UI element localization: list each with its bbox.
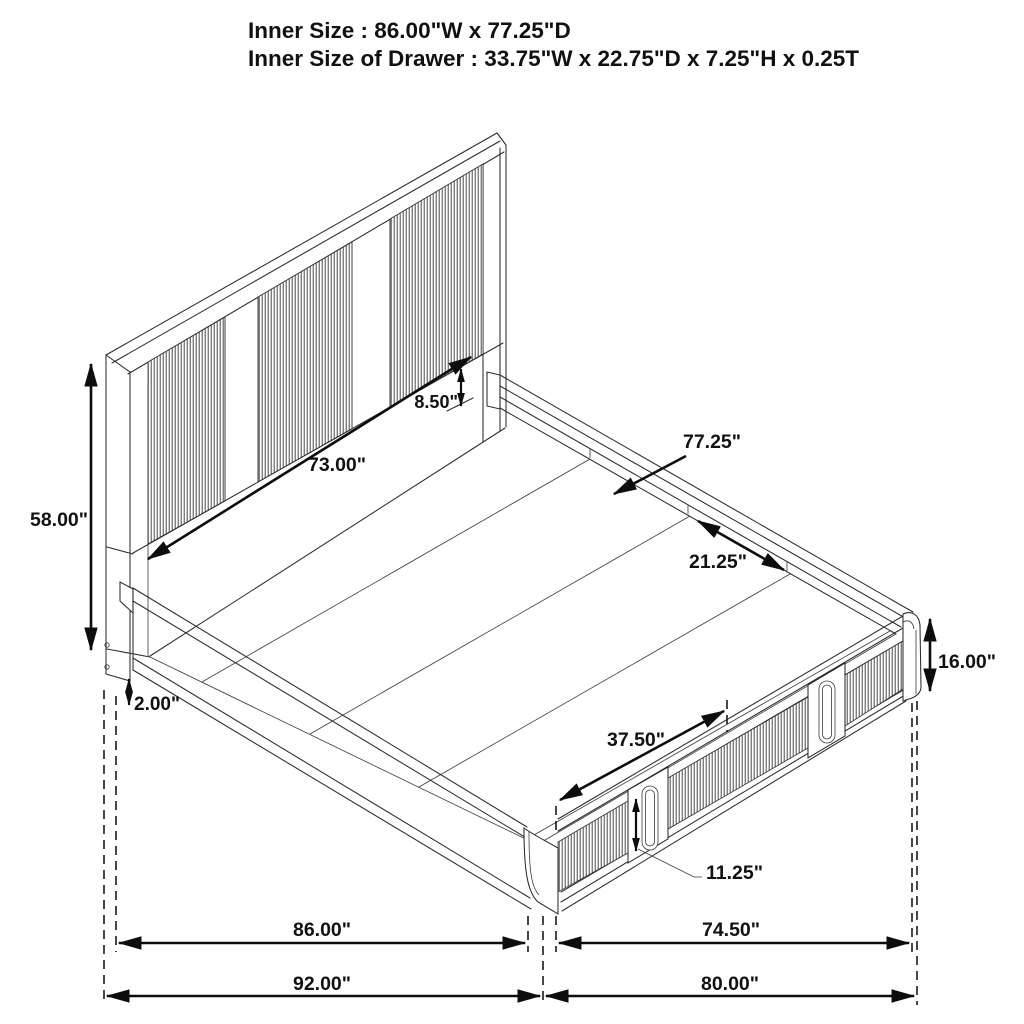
- left-rail-bottom-edge: [133, 658, 530, 898]
- dim-deck-board-depth: [689, 521, 784, 573]
- dim-label-deck-board-depth: 21.25": [688, 551, 748, 573]
- dim-label-base-clearance: 2.00": [134, 694, 180, 715]
- right-rail-mid-edge: [500, 386, 907, 619]
- dim-label-headboard-height: 58.00": [29, 509, 89, 531]
- dim-label-drawer-front-width: 37.50": [606, 729, 666, 751]
- dim-label-platform-height: 16.00": [937, 651, 997, 673]
- left-rail-top-round: [133, 601, 528, 839]
- dim-label-drawer-handle-height: 11.25": [706, 862, 763, 884]
- headboard-slat-panel-2: [258, 242, 352, 482]
- dim-base-clearance: [129, 679, 180, 715]
- dim-label-inner-width: 86.00": [292, 919, 352, 941]
- platform: [120, 372, 921, 914]
- dim-footboard-inner-depth: [559, 919, 909, 943]
- dim-overall-width: [107, 973, 540, 996]
- deck-board-line-2: [310, 516, 690, 734]
- dim-label-headboard-inner-width: 73.00": [307, 454, 367, 476]
- deck-left-edge: [150, 657, 538, 845]
- drawer-slats-1: [558, 801, 628, 892]
- drawer-handle-2: [819, 681, 835, 743]
- headboard-corner-bevel: [497, 133, 506, 145]
- drawer-slats-2: [668, 697, 808, 829]
- dim-label-platform-depth: 77.25": [682, 431, 742, 453]
- dim-label-footboard-inner-depth: 74.50": [701, 919, 761, 941]
- right-rail-cap: [487, 372, 500, 409]
- deck-board-line-1: [202, 459, 590, 682]
- drawer-handle-1: [642, 786, 658, 850]
- left-rail-top-edge: [133, 588, 527, 827]
- dim-inner-width: [119, 919, 525, 943]
- dim-label-overall-width: 92.00": [292, 973, 352, 995]
- front-right-corner-post: [903, 613, 921, 701]
- headboard-left-post: [106, 355, 130, 681]
- dim-label-overall-depth: 80.00": [700, 973, 760, 995]
- left-rail-bottom-lip: [133, 670, 531, 909]
- headboard-slat-panel-1: [148, 317, 225, 544]
- dim-label-headboard-rail-height: 8.50": [414, 392, 458, 412]
- dim-platform-height: [930, 619, 996, 691]
- right-rail-outer-edge: [500, 375, 913, 612]
- title-line-2: Inner Size of Drawer : 33.75"W x 22.75"D x 7.25"H x 0.25T: [248, 46, 860, 71]
- title-line-1: Inner Size : 86.00"W x 77.25"D: [248, 18, 571, 43]
- dim-headboard-height: [30, 364, 91, 650]
- figure-title: [248, 18, 859, 71]
- dim-overall-depth: [546, 973, 914, 996]
- headboard-slat-panel-3: [390, 164, 483, 407]
